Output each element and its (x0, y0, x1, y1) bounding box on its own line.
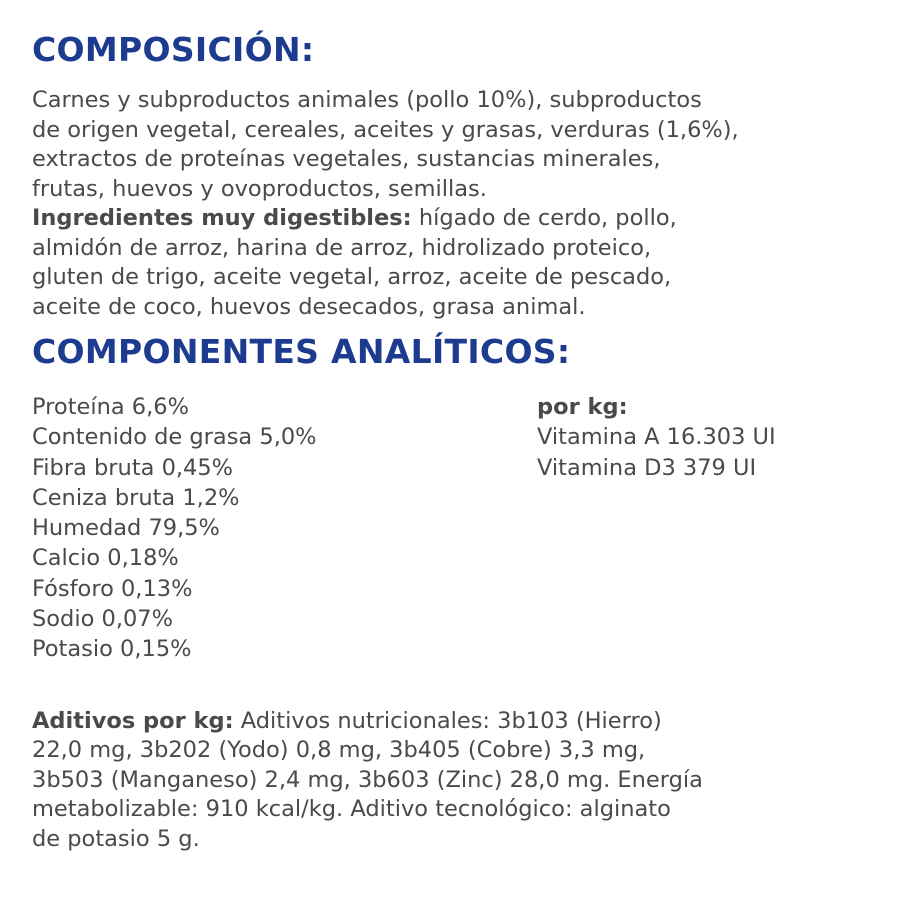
per-kg-label: por kg: (537, 394, 628, 420)
analytical-components-heading: COMPONENTES ANALÍTICOS: (32, 332, 571, 371)
additives-line: 3b503 (Manganeso) 2,4 mg, 3b603 (Zinc) 28,0 mg. Energía (32, 766, 703, 793)
additives-line: metabolizable: 910 kcal/kg. Aditivo tecnológico: alginato (32, 796, 671, 823)
composition-line: Carnes y subproductos animales (pollo 10%), subproductos (32, 87, 702, 113)
analytical-item: Potasio 0,15% (32, 636, 192, 663)
additives-paragraph (32, 707, 888, 855)
analytical-item: Sodio 0,07% (32, 606, 173, 633)
composition-heading: COMPOSICIÓN: (32, 30, 315, 69)
composition-line: extractos de proteínas vegetales, sustancias minerales, (32, 146, 661, 172)
analytical-item: Calcio 0,18% (32, 545, 179, 572)
vitamin-item: Vitamina D3 379 UI (537, 454, 757, 481)
analytical-components-columns (32, 392, 888, 665)
analytical-components-list (32, 392, 537, 665)
digestible-ingredients-first-line (32, 204, 888, 234)
additives-first-line (32, 707, 888, 737)
composition-line: de origen vegetal, cereales, aceites y grasas, verduras (1,6%), (32, 116, 739, 143)
composition-paragraph (32, 86, 888, 322)
analytical-item: Contenido de grasa 5,0% (32, 424, 317, 451)
additives-label: Aditivos por kg: (32, 707, 234, 734)
additives-text: Aditivos nutricionales: 3b103 (Hierro) (233, 707, 662, 734)
analytical-item: Proteína 6,6% (32, 394, 189, 420)
digestible-ingredients-text: hígado de cerdo, pollo, (411, 205, 677, 231)
digestible-ingredients-label: Ingredientes muy digestibles: (32, 205, 412, 231)
additives-line: 22,0 mg, 3b202 (Yodo) 0,8 mg, 3b405 (Cobre) 3,3 mg, (32, 737, 646, 764)
analytical-item: Humedad 79,5% (32, 515, 220, 542)
vitamins-per-kg-list (537, 392, 877, 665)
composition-line: frutas, huevos y ovoproductos, semillas. (32, 175, 487, 202)
digestible-ingredients-line: gluten de trigo, aceite vegetal, arroz, aceite de pescado, (32, 264, 672, 290)
analytical-item: Ceniza bruta 1,2% (32, 484, 240, 511)
analytical-item: Fósforo 0,13% (32, 575, 193, 602)
digestible-ingredients-line: almidón de arroz, harina de arroz, hidrolizado proteico, (32, 234, 652, 261)
digestible-ingredients-line: aceite de coco, huevos desecados, grasa animal. (32, 293, 586, 320)
additives-line: de potasio 5 g. (32, 825, 200, 852)
vitamin-item: Vitamina A 16.303 UI (537, 424, 776, 451)
product-label-document (32, 28, 888, 854)
analytical-item: Fibra bruta 0,45% (32, 454, 234, 481)
